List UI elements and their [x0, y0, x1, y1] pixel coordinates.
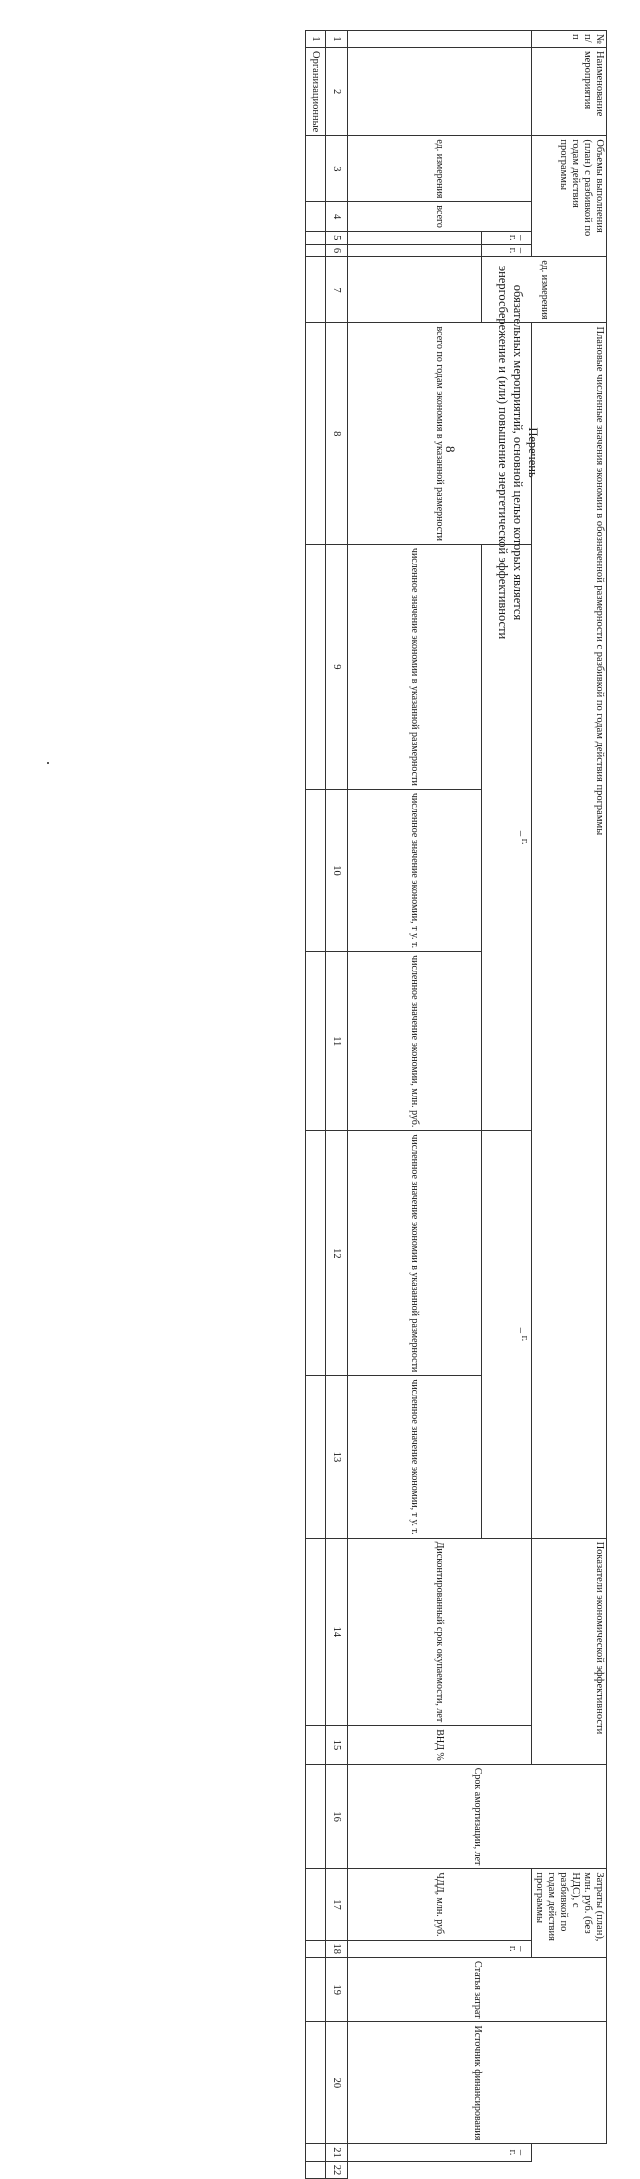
header-cost-year-b: _ г.	[348, 2144, 532, 2162]
header-irr: ВНД %	[348, 1726, 532, 1765]
row-no: 1	[306, 31, 326, 48]
title-line-2: обязательных мероприятий, основной целью которых является	[511, 284, 525, 621]
colnum-6: 6	[326, 244, 348, 257]
header-no: № п/п	[532, 31, 607, 48]
colnum-7: 7	[326, 257, 348, 323]
colnum-11: 11	[326, 952, 348, 1131]
header-econ-tut-a: численное значение экономии, т у. т.	[348, 789, 482, 951]
header-vol-year-b: _ г.	[482, 244, 532, 257]
header-econ-rub-a: численное значение экономии, млн. руб.	[348, 952, 482, 1131]
header-funding: Источник финансирования	[348, 2022, 607, 2144]
colnum-14: 14	[326, 1538, 348, 1726]
header-npv: ЧДД, млн. руб.	[348, 1869, 532, 1940]
colnum-15: 15	[326, 1726, 348, 1765]
header-econ-dim-b: численное значение экономии в указанной размерности	[348, 1131, 482, 1376]
header-cost-item: Статья затрат	[348, 1958, 607, 2022]
title-line-1: Перечень	[526, 427, 540, 478]
colnum-19: 19	[326, 1958, 348, 2022]
colnum-13: 13	[326, 1376, 348, 1538]
header-costs: Затраты (план), млн. руб. (без НДС), с разбивкой по годам действия программы	[532, 1869, 607, 1958]
colnum-9: 9	[326, 544, 348, 789]
colnum-5: 5	[326, 231, 348, 244]
colnum-3: 3	[326, 136, 348, 202]
table-row	[306, 31, 326, 2179]
colnum-17: 17	[326, 1869, 348, 1940]
colnum-18: 18	[326, 1940, 348, 1958]
colnum-8: 8	[326, 323, 348, 544]
header-amortization: Срок амортизации, лет	[348, 1764, 607, 1869]
colnum-10: 10	[326, 789, 348, 951]
header-payback: Дисконтированный срок окупаемости, лет	[348, 1538, 532, 1726]
header-cost-year-a: _ г.	[348, 1940, 532, 1958]
header-year-a: _ г.	[482, 544, 532, 1130]
events-table	[305, 30, 607, 2179]
header-vol-year-a: _ г.	[482, 231, 532, 244]
header-vol-total: всего	[348, 202, 532, 232]
colnum-16: 16	[326, 1764, 348, 1869]
colnum-1: 1	[326, 31, 348, 48]
header-year-b: _ г.	[482, 1131, 532, 1538]
header-indicators: Показатели экономической эффективности	[532, 1538, 607, 1764]
header-unit: ед. измерения	[482, 257, 607, 323]
colnum-12: 12	[326, 1131, 348, 1376]
row-name: Организационные	[306, 48, 326, 136]
colnum-20: 20	[326, 2022, 348, 2144]
colnum-4: 4	[326, 202, 348, 232]
header-volumes: Объемы выполнения (план) с разбивкой по годам действия программы	[532, 136, 607, 257]
header-econ-dim-a: численное значение экономии в указанной размерности	[348, 544, 482, 789]
header-event-name: Наименование мероприятия	[532, 48, 607, 136]
title-line-3: энергосбережение и (или) повышение энергетической эффективности	[496, 265, 510, 640]
header-econ-tut-b: численное значение экономии, т у. т.	[348, 1376, 482, 1538]
colnum-21: 21	[326, 2144, 348, 2162]
colnum-22: 22	[326, 2161, 348, 2179]
colnum-2: 2	[326, 48, 348, 136]
header-planned-total: всего по годам экономия в указанной размерности	[348, 323, 532, 544]
page-number: 8	[443, 446, 458, 453]
header-vol-unit: ед. измерения	[348, 136, 532, 202]
header-planned: Плановые численные значения экономии в обозначенной размерности с разбивкой по годам действия программы	[532, 323, 607, 1538]
